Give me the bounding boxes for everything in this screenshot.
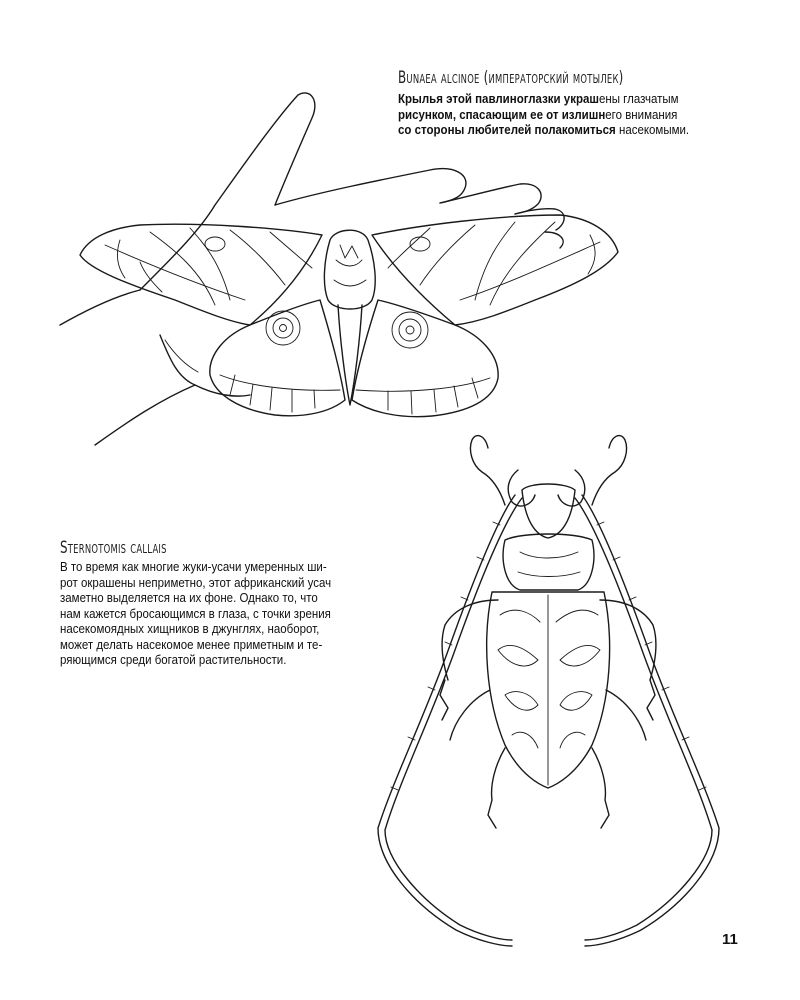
- page-number: 11: [722, 931, 738, 948]
- beetle-title: Sternotomis callais: [60, 538, 167, 558]
- beetle-line-5: насекомоядных хищников в джунглях, наоборот,: [60, 622, 320, 636]
- moth-title: Bunaea alcinoe (императорский мотылек): [398, 68, 624, 88]
- beetle-description: [60, 560, 355, 669]
- moth-line-3: со стороны любителей полакомиться насекомыми.: [398, 123, 690, 137]
- beetle-drawing: [378, 436, 719, 946]
- moth-line-1: Крылья этой павлиноглазки украшены глазчатым: [398, 92, 679, 106]
- beetle-line-3: заметно выделяется на их фоне. Однако то, что: [60, 591, 318, 605]
- beetle-line-4: нам кажется бросающимся в глаза, с точки зрения: [60, 606, 331, 621]
- moth-description: [398, 92, 714, 139]
- moth-drawing: [80, 215, 618, 417]
- beetle-line-6: может делать насекомое менее приметным и те-: [60, 637, 323, 652]
- beetle-line-7: ряющимся среди богатой растительности.: [60, 653, 287, 667]
- beetle-line-1: В то время как многие жуки-усачи умеренных ши-: [60, 560, 327, 574]
- beetle-line-2: рот окрашены неприметно, этот африканский усач: [60, 575, 332, 590]
- moth-line-2: рисунком, спасающим ее от излишнего внимания: [398, 107, 678, 122]
- hand-drawing: [60, 93, 564, 445]
